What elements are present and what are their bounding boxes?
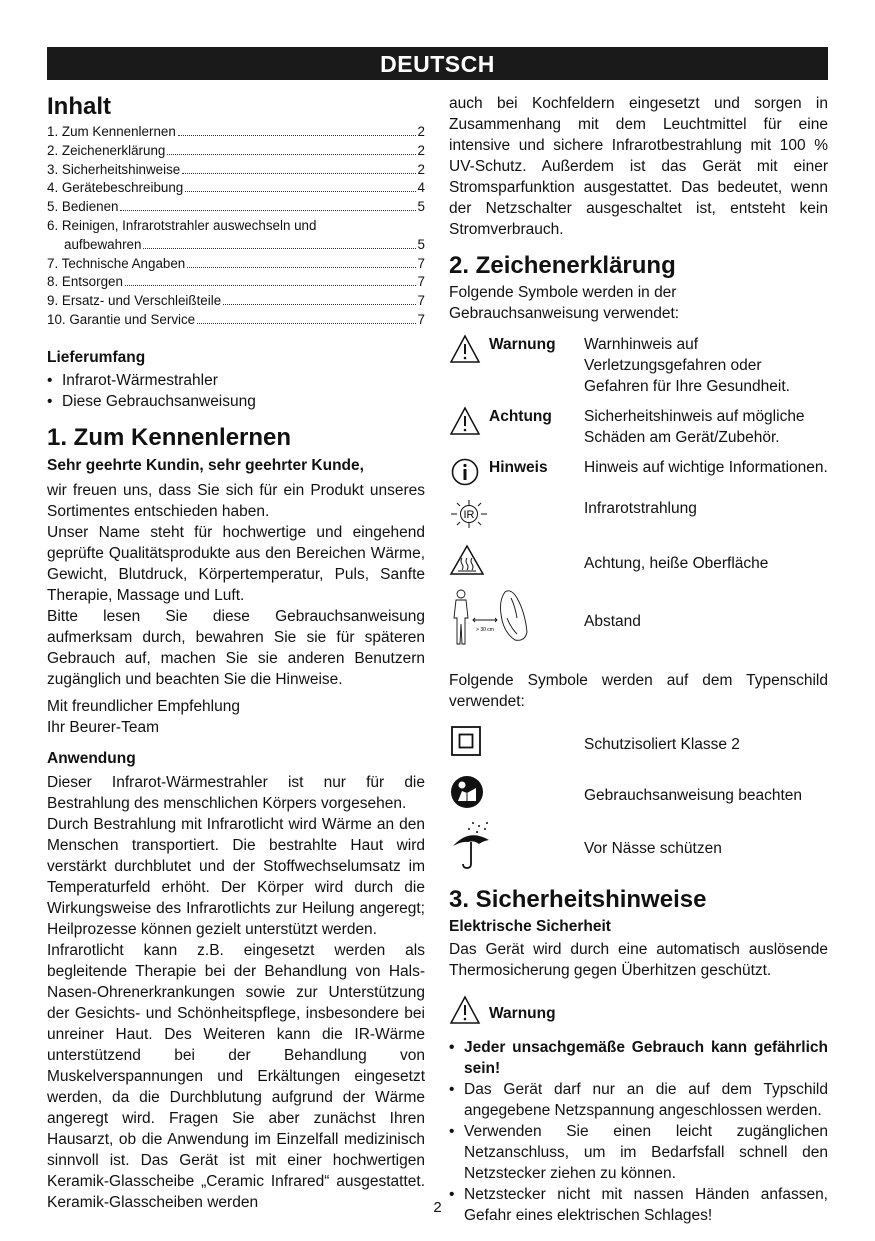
lieferumfang-list xyxy=(47,370,425,412)
paragraph: wir freuen uns, dass Sie sich für ein Produkt unseres Sortimentes entschieden haben. xyxy=(47,481,425,520)
symbol-row xyxy=(449,774,828,816)
symbol-description: Abstand xyxy=(584,612,641,630)
table-of-contents xyxy=(47,123,425,330)
paragraph: Folgende Symbole werden auf dem Typenschild verwendet: xyxy=(449,672,828,710)
info-circle-icon xyxy=(449,457,489,493)
toc-title: Inhalt xyxy=(47,93,111,120)
symbol-row xyxy=(449,544,828,582)
toc-item[interactable]: 3. Sicherheitshinweise 2 xyxy=(47,161,425,177)
anwendung-title: Anwendung xyxy=(47,749,136,767)
warning-triangle-icon xyxy=(449,406,489,442)
symbol-description: Schutzisoliert Klasse 2 xyxy=(584,735,740,753)
toc-item[interactable]: 1. Zum Kennenlernen 2 xyxy=(47,124,425,139)
right-column xyxy=(449,93,828,1226)
page-number: 2 xyxy=(433,1199,442,1216)
safety-list xyxy=(449,1037,828,1226)
symbol-description: Vor Nässe schützen xyxy=(584,839,722,857)
language-banner: DEUTSCH xyxy=(47,47,828,80)
distance-icon xyxy=(449,588,584,654)
symbol-description: Hinweis auf wichtige Informationen. xyxy=(584,459,828,476)
toc-item[interactable]: 10. Garantie und Service 7 xyxy=(47,311,425,327)
symbol-row xyxy=(449,820,828,876)
symbol-description: Gebrauchsanweisung beachten xyxy=(584,786,803,804)
lieferumfang-title: Lieferumfang xyxy=(47,348,146,366)
warning-triangle-icon xyxy=(449,334,489,370)
protection-class-2-icon xyxy=(449,724,584,764)
list-item: • Das Gerät darf nur an die auf dem Typschild angegebene Netzspannung angeschlossen werden. xyxy=(449,1079,828,1121)
left-column xyxy=(47,93,425,1213)
symbol-row xyxy=(449,334,828,397)
symbol-row xyxy=(449,588,828,654)
symbol-row xyxy=(449,498,828,536)
warning-triangle-icon xyxy=(449,995,489,1031)
symbol-label: Hinweis xyxy=(489,459,548,476)
list-item: • Netzstecker nicht mit nassen Händen anfassen, Gefahr eines elektrischen Schlages! xyxy=(449,1184,828,1226)
svg-text:> 30 cm: > 30 cm xyxy=(476,627,494,633)
symbol-description: Sicherheitshinweis auf mögliche Schäden am Gerät/Zubehör. xyxy=(584,408,805,446)
symbol-label: Warnung xyxy=(489,336,556,353)
warning-label: Warnung xyxy=(489,1004,556,1022)
symbol-description: Warnhinweis auf Verletzungsgefahren oder Gefahren für Ihre Gesundheit. xyxy=(584,336,790,395)
list-item: • Jeder unsachgemäße Gebrauch kann gefährlich sein! xyxy=(449,1037,828,1079)
electrical-safety-title: Elektrische Sicherheit xyxy=(449,918,611,935)
paragraph: Unser Name steht für hochwertige und eingehend geprüfte Qualitätsprodukte aus den Bereichen Wärme, Gewicht, Blutdruck, Körpertemperatur, Puls, Sanfte Therapie, Massage und Luft. xyxy=(47,523,425,604)
warning-header xyxy=(449,995,828,1031)
infrared-radiation-icon xyxy=(449,498,584,536)
symbol-label: Achtung xyxy=(489,408,552,425)
symbol-row xyxy=(449,406,828,448)
closing-line: Ihr Beurer-Team xyxy=(47,718,159,736)
toc-item[interactable]: 5. Bedienen 5 xyxy=(47,199,425,215)
toc-item[interactable]: 8. Entsorgen 7 xyxy=(47,274,425,290)
paragraph: Dieser Infrarot-Wärmestrahler ist nur für die Bestrahlung des menschlichen Körpers vorgesehen. xyxy=(47,773,425,812)
toc-item[interactable]: 4. Gerätebeschreibung 4 xyxy=(47,180,425,196)
closing-line: Mit freundlicher Empfehlung xyxy=(47,697,240,715)
paragraph: Bitte lesen Sie diese Gebrauchsanweisung aufmerksam durch, bewahren Sie sie für späteren Gebrauch auf, machen Sie sie anderen Benutzern zugänglich und beachten Sie die Hinweise. xyxy=(47,607,425,688)
paragraph: Folgende Symbole werden in der Gebrauchsanweisung verwendet: xyxy=(449,284,680,322)
toc-item[interactable]: 6. Reinigen, Infrarotstrahler auswechseln und xyxy=(47,217,317,233)
svg-text:IR: IR xyxy=(463,509,475,521)
toc-item[interactable]: 9. Ersatz- und Verschleißteile 7 xyxy=(47,293,425,309)
section-3-title: 3. Sicherheitshinweise xyxy=(449,886,707,913)
symbol-description: Infrarotstrahlung xyxy=(584,500,697,517)
toc-item[interactable]: aufbewahren 5 xyxy=(64,236,425,252)
section-2-title: 2. Zeichenerklärung xyxy=(449,252,676,279)
list-item: • Infrarot-Wärmestrahler xyxy=(47,370,425,391)
list-item: • Verwenden Sie einen leicht zugänglichen Netzanschluss, um im Bedarfsfall schnell den Netzstecker ziehen zu können. xyxy=(449,1121,828,1184)
read-manual-icon xyxy=(449,774,584,816)
umbrella-rain-icon xyxy=(449,820,584,876)
symbol-description: Achtung, heiße Oberfläche xyxy=(584,554,769,572)
list-item: • Diese Gebrauchsanweisung xyxy=(47,391,425,412)
toc-item[interactable]: 7. Technische Angaben 7 xyxy=(47,255,425,271)
paragraph: Infrarotlicht kann z.B. eingesetzt werden als begleitende Therapie bei der Behandlung von Hals-Nasen-Ohrenerkrankungen sowie zur Unterstützung der Gesichts- und Schönheitspflege, insbesondere bei unreiner Haut. Des Weiteren kann die IR-Wärme unterstützend bei der Behandlung von Muskelverspannungen und Erkältungen eingesetzt werden, da die Durchblutung aufgrund der Wärme angeregt wird. Fragen Sie aber zunächst Ihren Hausarzt, ob die Anwendung im Einzelfall medizinisch sinnvoll ist. Das Gerät ist mit einer hochwertigen Keramik-Glasscheibe „Ceramic Infrared“ ausgestattet. Keramik-Glasscheiben werden xyxy=(47,941,425,1211)
symbol-row xyxy=(449,724,828,764)
toc-item[interactable]: 2. Zeichenerklärung 2 xyxy=(47,142,425,158)
paragraph: auch bei Kochfeldern eingesetzt und sorgen in Zusammenhang mit dem Leuchtmittel für eine intensive und sichere Infrarotbestrahlung mit 100 % UV-Schutz. Außerdem ist das Gerät mit einer Stromsparfunktion ausgestattet. Das bedeutet, wenn der Netzschalter ausgeschaltet ist, entsteht kein Stromverbrauch. xyxy=(449,95,828,238)
paragraph: Durch Bestrahlung mit Infrarotlicht wird Wärme an den Menschen transportiert. Die bestrahlte Haut wird verstärkt durchblutet und der Stoffwechselumsatz im Temperaturfeld erhöht. Der Körper wird durch die Wirkungsweise des Infrarotlichts zur Heilung angeregt; Heilprozesse können gezielt unterstützt werden. xyxy=(47,815,425,938)
paragraph: Das Gerät wird durch eine automatisch auslösende Thermosicherung gegen Überhitzen geschützt. xyxy=(449,941,828,979)
greeting: Sehr geehrte Kundin, sehr geehrter Kunde, xyxy=(47,456,364,474)
hot-surface-icon xyxy=(449,544,584,582)
symbol-row xyxy=(449,457,828,493)
section-1-title: 1. Zum Kennenlernen xyxy=(47,423,292,451)
